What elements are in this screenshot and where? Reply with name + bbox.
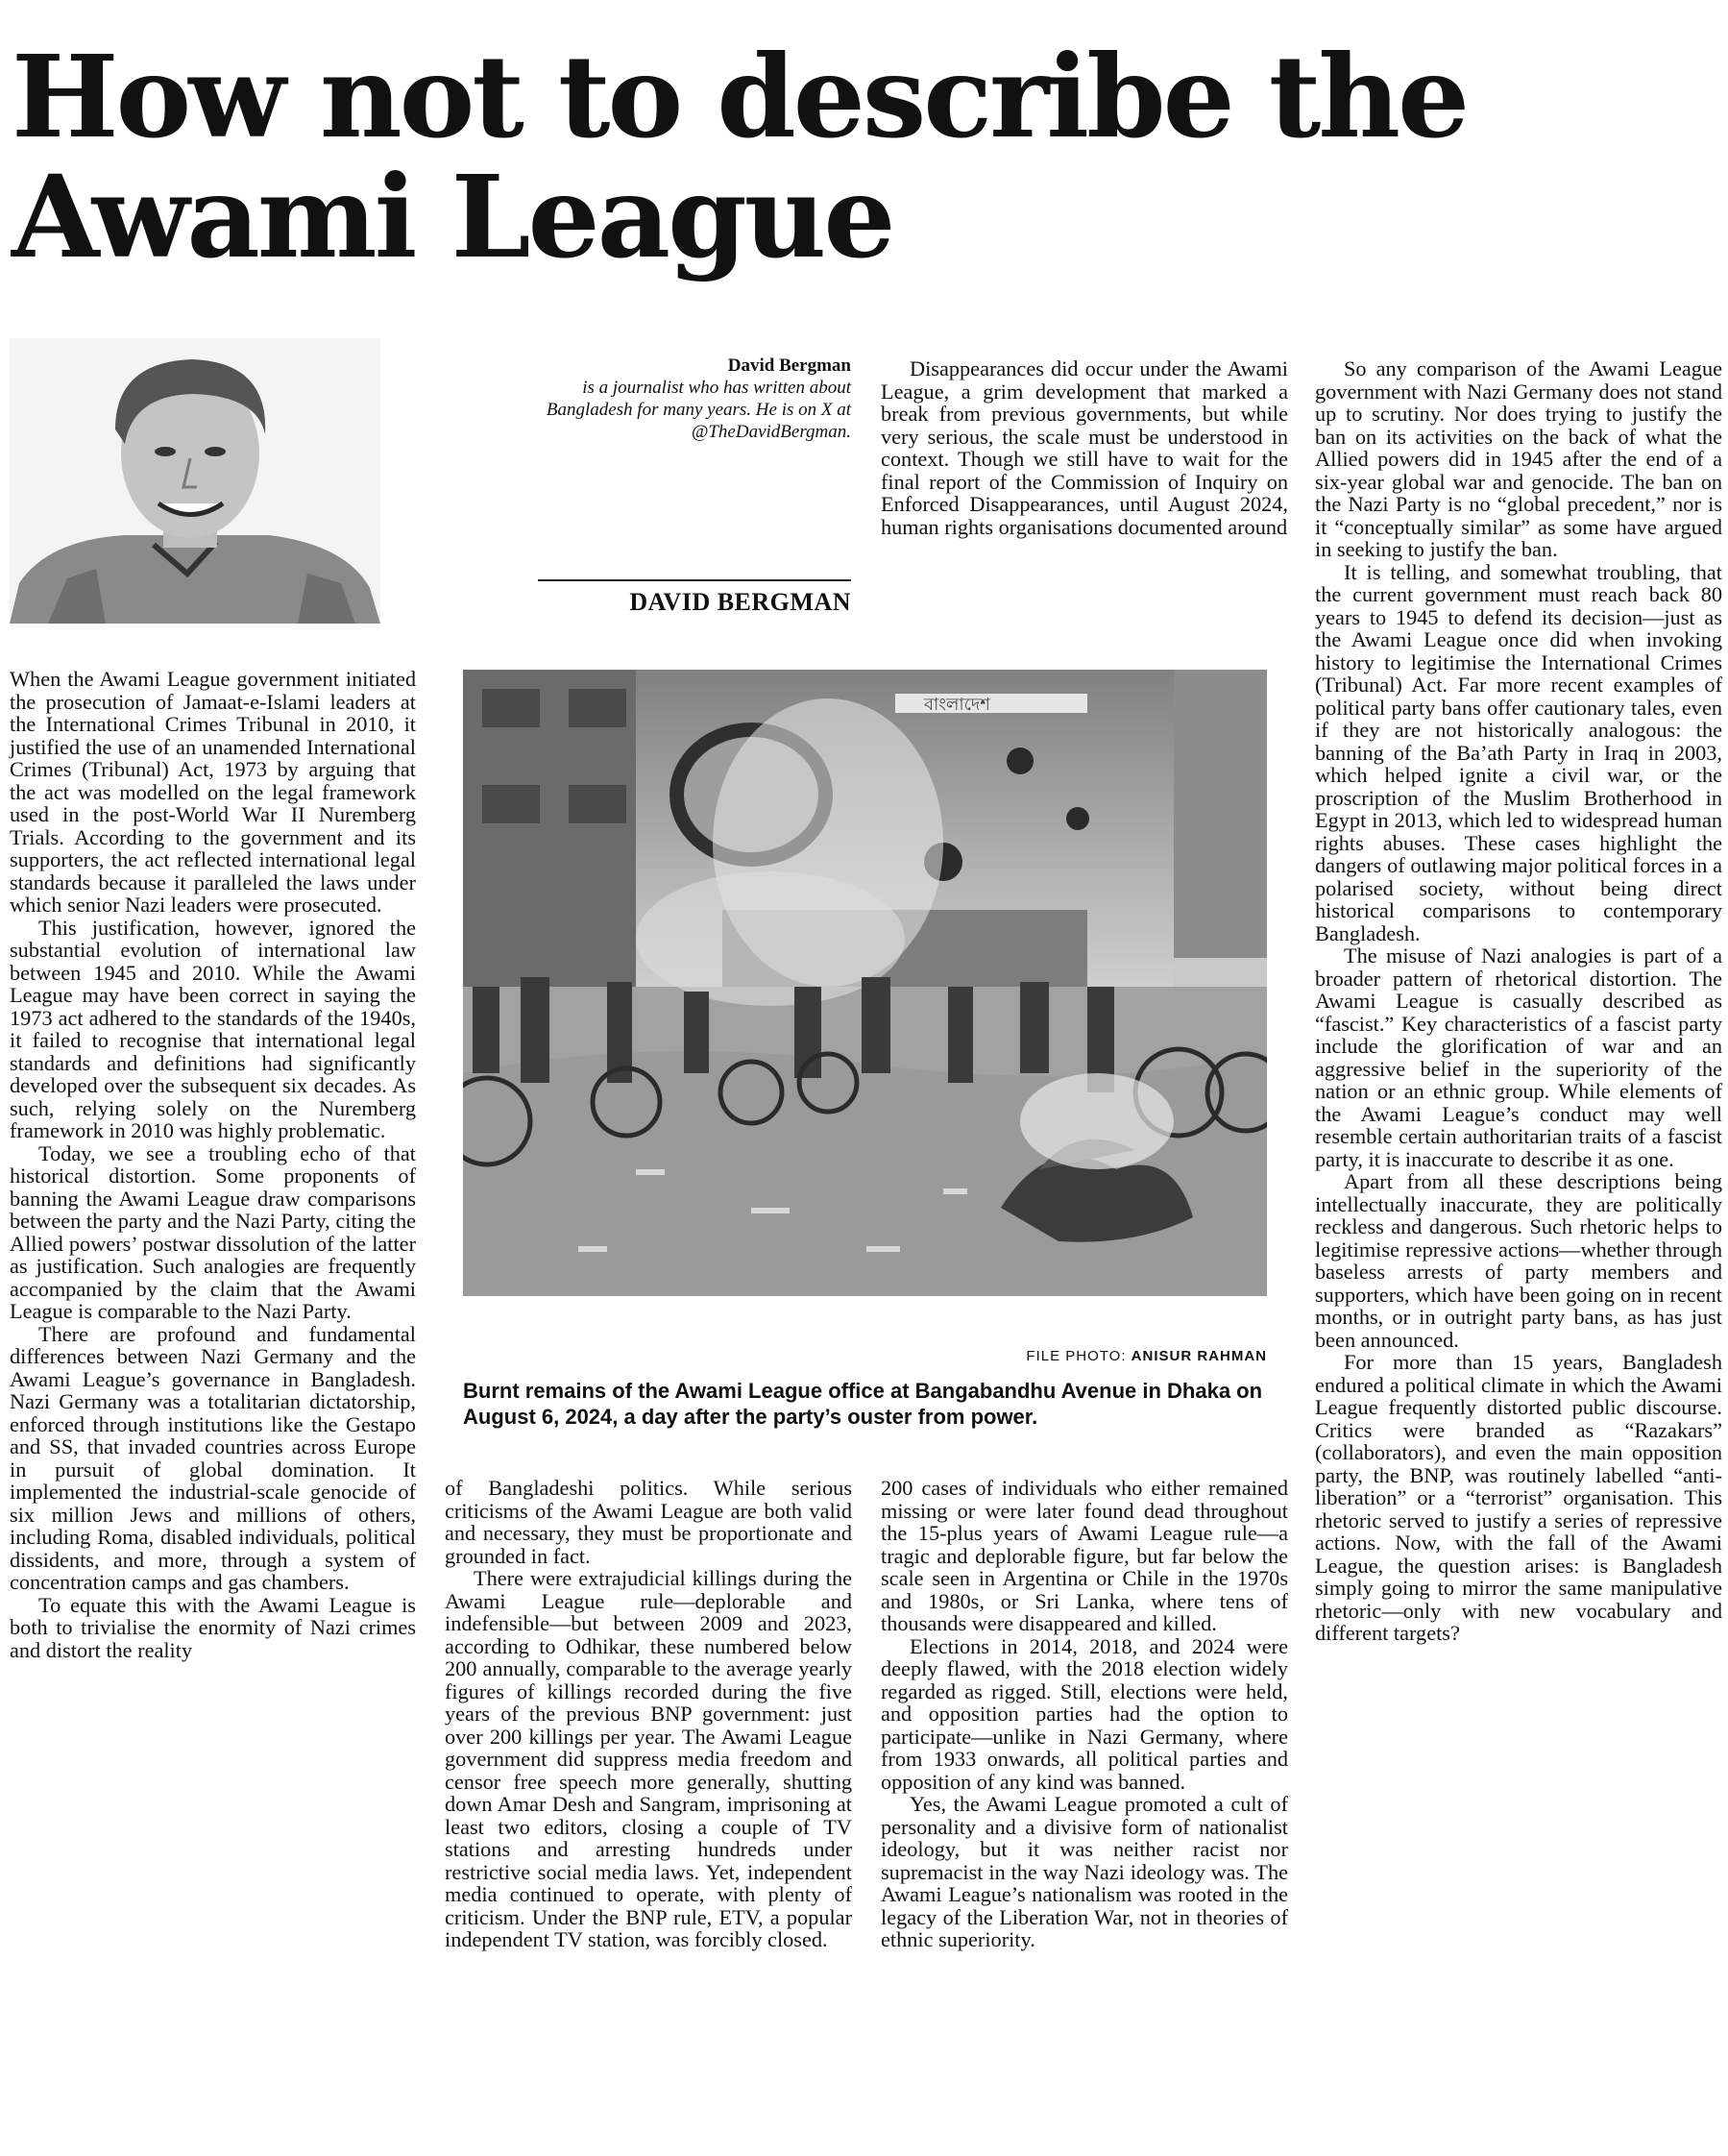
- photo-credit-name: ANISUR RAHMAN: [1131, 1348, 1267, 1364]
- author-signature: DAVID BERGMAN: [629, 588, 851, 616]
- paragraph: So any comparison of the Awami League government with Nazi Germany does not stand up to scrutiny. Nor does trying to justify the ban on its activities on the back of what the Allied powers did in 1945 after the end of a six-year global war and genocide. The ban on the Nazi Party is no “global precedent,” nor is it “conceptually similar” as some have argued in seeking to justify the ban.: [1315, 356, 1722, 561]
- paragraph: There are profound and fundamental differences between Nazi Germany and the Awami League’s governance in Bangladesh. Nazi Germany was a totalitarian dictatorship, enforced through institutions like the Gestapo and SS, that invaded countries across Europe in pursuit of global domination. It implemented the industrial-scale genocide of six million Jews and millions of others, including Roma, disabled individuals, political dissidents, and more, through a system of concentration camps and gas chambers.: [10, 1321, 416, 1594]
- column-1: [10, 668, 416, 1661]
- photo-credit-label: FILE PHOTO:: [1026, 1348, 1127, 1364]
- column-2: [445, 1477, 852, 1951]
- paragraph: The misuse of Nazi analogies is part of a broader pattern of rhetorical distortion. The Awami League is casually described as “fascist.” Key characteristics of a fascist party include the glorification of war and an aggressive belief in the superiority of the nation or an ethnic group. While elements of the Awami League’s conduct may well resemble certain authoritarian traits of a fascist party, it is inaccurate to describe it as one.: [1315, 943, 1722, 1171]
- headline: How not to describe the Awami League: [12, 30, 1468, 284]
- paragraph: Yes, the Awami League promoted a cult of personality and a divisive form of nationalist ideology, but it was neither racist nor supremacist in the way Nazi ideology was. The Awami League’s nationalism was rooted in the legacy of the Liberation War, not in theories of ethnic superiority.: [881, 1792, 1288, 1951]
- author-name: David Bergman: [727, 355, 851, 376]
- paragraph: When the Awami League government initiated the prosecution of Jamaat-e-Islami leaders at the International Crimes Tribunal in 2010, it justified the use of an unamended International Crimes (Tribunal) Act, 1973 by arguing that the act was modelled on the legal framework used in the post-World War II Nuremberg Trials. According to the government and its supporters, the act reflected international legal standards because it paralleled the laws under which senior Nazi leaders were prosecuted.: [10, 667, 416, 917]
- burnt-office-illustration: [463, 670, 1267, 1296]
- column-4: [1315, 357, 1722, 1645]
- paragraph: Today, we see a troubling echo of that historical distortion. Some proponents of banning the Awami League draw comparisons between the party and the Nazi Party, citing the Allied powers’ postwar dissolution of the latter as justification. Such analogies are frequently accompanied by the claim that the Awami League is comparable to the Nazi Party.: [10, 1140, 416, 1323]
- column-3-top: [881, 357, 1288, 538]
- photo-caption: Burnt remains of the Awami League office at Bangabandhu Avenue in Dhaka on August 6, 2024, a day after the party’s ouster from power.: [463, 1379, 1263, 1429]
- byline-rule: [538, 579, 851, 581]
- paragraph: Disappearances did occur under the Awami League, a grim development that marked a break from previous governments, but while very serious, the scale must be understood in context. Though we still have to wait for the final report of the Commission of Inquiry on Enforced Disappearances, until August 2024, human rights organisations documented around: [881, 356, 1288, 539]
- paragraph: It is telling, and somewhat troubling, that the current government must reach back 80 years to 1945 to defend its decision—just as the Awami League once did when invoking history to legitimise the International Crimes (Tribunal) Act. Far more recent examples of political party bans offer cautionary tales, even if they are not historically analogous: the banning of the Ba’ath Party in Iraq in 2003, which helped ignite a civil war, or the proscription of the Muslim Brotherhood in Egypt in 2013, which led to widespread human rights abuses. These cases highlight the dangers of outlawing major political forces in a polarised society, without being direct historical comparisons to contemporary Bangladesh.: [1315, 559, 1722, 945]
- author-portrait: [10, 338, 380, 624]
- paragraph: There were extrajudicial killings during the Awami League rule—deplorable and indefensible—but between 2009 and 2023, according to Odhikar, these numbered below 200 annually, comparable to the average yearly figures of killings recorded during the five years of the previous BNP government: just over 200 killings per year. The Awami League government did suppress media freedom and censor free speech more generally, shutting down Amar Desh and Sangram, imprisoning at least two editors, closing a couple of TV stations and arresting hundreds under restrictive social media laws. Yet, independent media continued to operate, with plenty of criticism. Under the BNP rule, ETV, a popular independent TV station, was forcibly closed.: [445, 1566, 852, 1951]
- paragraph: Apart from all these descriptions being intellectually inaccurate, they are politically reckless and dangerous. Such rhetoric helps to legitimise repressive actions—whether through baseless arrests of party members and supporters, which have been going on in recent months, or in outright party bans, as has just been announced.: [1315, 1169, 1722, 1352]
- paragraph: of Bangladeshi politics. While serious criticisms of the Awami League are both valid and necessary, they must be proportionate and grounded in fact.: [445, 1476, 852, 1568]
- building-sign-text: বাংলাদেশ: [924, 695, 990, 715]
- column-3-bottom: [881, 1477, 1288, 1951]
- paragraph: This justification, however, ignored the substantial evolution of international law between 1945 and 2010. While the Awami League may have been correct in saying the 1973 act adhered to the standards of the 1940s, it failed to recognise that international legal standards and definitions had significantly developed over the subsequent six decades. As such, relying solely on the Nuremberg framework in 2010 was highly problematic.: [10, 915, 416, 1142]
- paragraph: Elections in 2014, 2018, and 2024 were deeply flawed, with the 2018 election widely regarded as rigged. Still, elections were held, and opposition parties had the option to participate—unlike in Nazi Germany, where from 1933 onwards, all political parties and opposition of any kind was banned.: [881, 1633, 1288, 1794]
- paragraph: 200 cases of individuals who either remained missing or were later found dead throughout the 15-plus years of Awami League rule—a tragic and deplorable figure, but far below the scale seen in Argentina or Chile in the 1970s and 1980s, or Sri Lanka, where tens of thousands were disappeared and killed.: [881, 1476, 1288, 1635]
- paragraph: For more than 15 years, Bangladesh endured a political climate in which the Awami League frequently distorted public discourse. Critics were branded as “Razakars” (collaborators), and even the main opposition party, the BNP, was routinely labelled “anti-liberation” or a “terrorist” organisation. This rhetoric served to justify a series of repressive actions. Now, with the fall of the Awami League, the question arises: is Bangladesh simply going to mirror the same manipulative rhetoric—only with new vocabulary and different targets?: [1315, 1350, 1722, 1645]
- paragraph: To equate this with the Awami League is both to trivialise the enormity of Nazi crimes and distort the reality: [10, 1592, 416, 1662]
- author-photo-illustration: [10, 338, 380, 624]
- photo-credit: [864, 1348, 1267, 1364]
- author-bio: is a journalist who has written about Bangladesh for many years. He is on X at @TheDavidBergman.: [546, 378, 851, 442]
- news-photo: [463, 670, 1267, 1296]
